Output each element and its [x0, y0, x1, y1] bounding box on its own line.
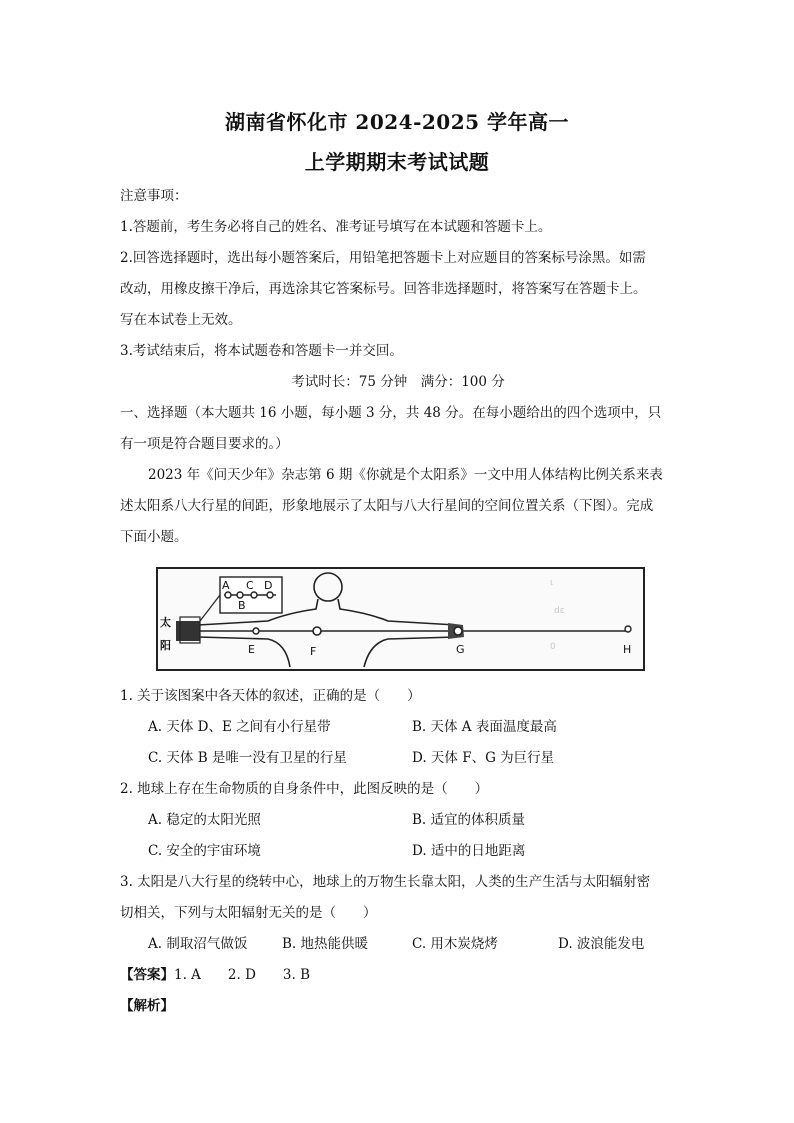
question-3-stem-line2: 切相关，下列与太阳辐射无关的是（ ） — [120, 905, 377, 921]
label-H: H — [623, 643, 632, 656]
page-title-line1: 湖南省怀化市 2024-2025 学年高一 — [224, 110, 570, 134]
answer-line — [120, 965, 310, 985]
question-2-option-b: B. 适宜的体积质量 — [412, 812, 526, 828]
planet-D — [267, 592, 273, 598]
planet-F — [313, 627, 321, 635]
ghost-mark-1: ι — [550, 578, 554, 588]
question-2-stem: 2. 地球上存在生命物质的自身条件中，此图反映的是（ ） — [120, 781, 489, 797]
ghost-mark-2: dε — [554, 606, 565, 616]
planet-E — [253, 628, 259, 634]
notice-item-2-line2: 改动，用橡皮擦干净后，再选涂其它答案标号。回答非选择题时，将答案写在答题卡上。 — [120, 281, 647, 297]
planet-B — [237, 592, 243, 598]
ghost-mark-3: 0 — [550, 642, 556, 652]
question-2-option-a: A. 稳定的太阳光照 — [148, 812, 261, 828]
question-1-option-b: B. 天体 A 表面温度最高 — [412, 719, 557, 735]
notice-item-3: 3.考试结束后，将本试题卷和答题卡一并交回。 — [120, 343, 403, 359]
stem-line2: 述太阳系八大行星的间距，形象地展示了太阳与八大行星间的空间位置关系（下图）。完成 — [120, 498, 654, 514]
notice-item-2-line3: 写在本试卷上无效。 — [120, 312, 242, 328]
section-heading-line1: 一、选择题（本大题共 16 小题，每小题 3 分，共 48 分。在每小题给出的四个选项中，只 — [120, 405, 662, 421]
question-3-option-a: A. 制取沼气做饭 — [148, 936, 248, 952]
exam-info: 考试时长：75 分钟 满分：100 分 — [291, 374, 505, 390]
label-A: A — [222, 579, 230, 592]
label-F: F — [310, 645, 317, 658]
planet-H — [625, 626, 631, 632]
question-3-stem-line1: 3. 太阳是八大行星的绕转中心，地球上的万物生长靠太阳，人类的生产生活与太阳辐射密 — [120, 874, 651, 890]
notice-item-2-line1: 2.回答选择题时，选出每小题答案后，用铅笔把答题卡上对应题目的答案标号涂黑。如需 — [120, 250, 646, 266]
question-3-option-c: C. 用木炭烧烤 — [412, 936, 498, 952]
stem-line1: 2023 年《问天少年》杂志第 6 期《你就是个太阳系》一文中用人体结构比例关系来表 — [148, 467, 663, 483]
question-2-option-d: D. 适中的日地距离 — [412, 843, 526, 859]
planet-A — [225, 592, 231, 598]
sun-label-top: 太 — [160, 616, 171, 629]
question-1-stem: 1. 关于该图案中各天体的叙述，正确的是（ ） — [120, 688, 421, 704]
question-3-option-d: D. 波浪能发电 — [558, 936, 645, 952]
analysis-label: 【解析】 — [120, 998, 174, 1014]
figure-arms-lower — [198, 637, 456, 667]
planet-G — [454, 627, 462, 635]
solar-system-body-figure — [156, 567, 645, 671]
label-B: B — [238, 599, 246, 612]
section-heading-line2: 有一项是符合题目要求的。） — [120, 436, 289, 452]
figure-head — [314, 573, 342, 601]
planet-C — [251, 592, 257, 598]
stem-line3: 下面小题。 — [120, 529, 188, 545]
notice-item-1: 1.答题前，考生务必将自己的姓名、准考证号填写在本试题和答题卡上。 — [120, 219, 552, 235]
question-3-option-b: B. 地热能供暖 — [282, 936, 369, 952]
figure-drawing — [158, 569, 643, 669]
notice-heading: 注意事项： — [120, 188, 188, 204]
page-title-line2: 上学期期末考试试题 — [304, 150, 490, 174]
answer-values: 1. A 2. D 3. B — [174, 967, 311, 983]
question-1-option-a: A. 天体 D、E 之间有小行星带 — [148, 719, 331, 735]
sun-label-bottom: 阳 — [160, 639, 171, 652]
question-1-option-d: D. 天体 F、G 为巨行星 — [412, 750, 555, 766]
question-1-option-c: C. 天体 B 是唯一没有卫星的行星 — [148, 750, 347, 766]
answer-label: 【答案】 — [120, 967, 174, 983]
label-E: E — [248, 643, 255, 656]
question-2-option-c: C. 安全的宇宙环境 — [148, 843, 261, 859]
label-C: C — [246, 579, 254, 592]
label-G: G — [456, 643, 465, 656]
inset-pointer — [200, 595, 220, 621]
label-D: D — [264, 579, 273, 592]
